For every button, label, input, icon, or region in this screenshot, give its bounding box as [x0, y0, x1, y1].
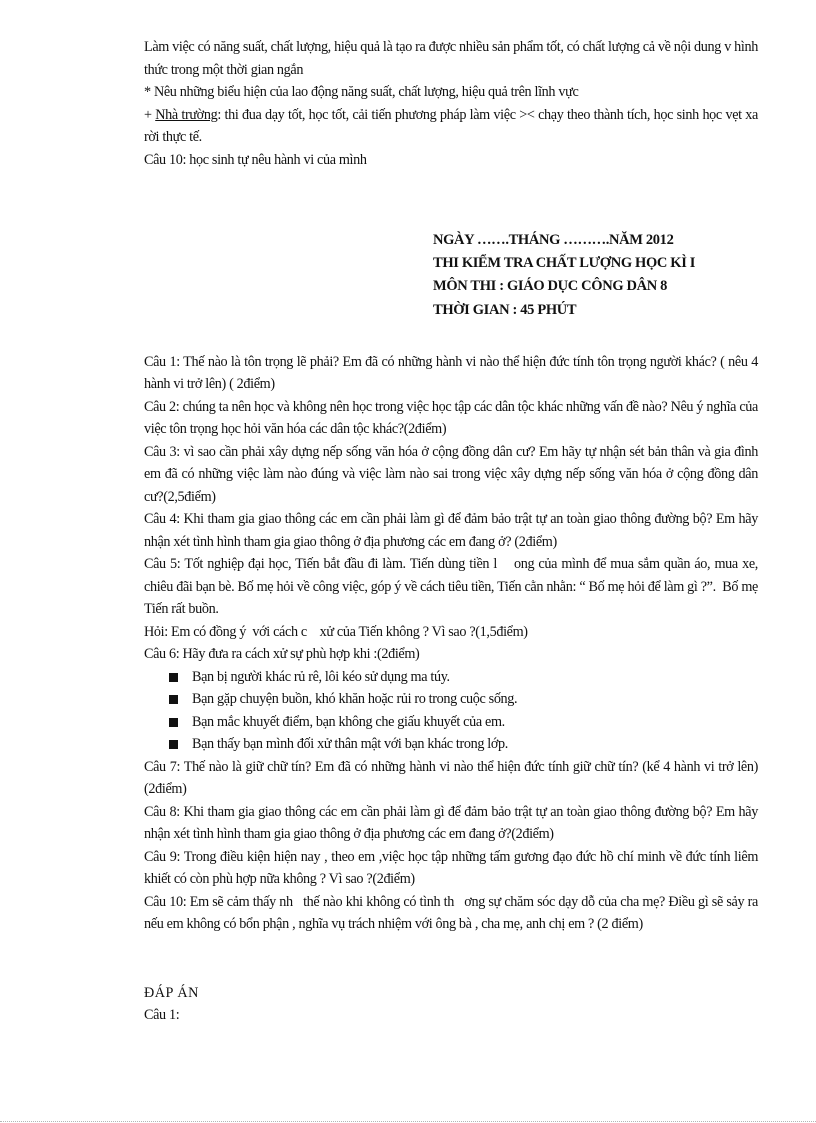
list-item: Bạn bị người khác rủ rê, lôi kéo sử dụng ma túy. — [169, 666, 758, 689]
exam-time: THỜI GIAN : 45 PHÚT — [433, 301, 577, 318]
question-6: Câu 6: Hãy đưa ra cách xử sự phù hợp khi :(2điểm) — [144, 646, 420, 663]
intro-paragraph-4: Câu 10: học sinh tự nêu hành vi của mình — [144, 151, 367, 168]
intro-p3-rest: : thi đua dạy tốt, học tốt, cải tiến phương pháp làm việc >< chạy theo thành tích, học sinh học vẹt xa rời thực tế. — [144, 106, 758, 145]
question-7: Câu 7: Thế nào là giữ chữ tín? Em đã có những hành vi nào thể hiện đức tính giữ chữ tín? (kể 4 hành vi trở lên)(2điểm) — [144, 758, 758, 798]
square-bullet-icon — [169, 695, 178, 704]
intro-p3-prefix: + — [144, 106, 156, 123]
exam-subject: MÔN THI : GIÁO DỤC CÔNG DÂN 8 — [433, 278, 668, 295]
answer-first-line: Câu 1: — [144, 1007, 180, 1024]
list-item: Bạn thấy bạn mình đối xử thân mật với bạn khác trong lớp. — [169, 733, 758, 756]
question-3: Câu 3: vì sao cần phải xây dựng nếp sống văn hóa ở cộng đồng dân cư? Em hãy tự nhận sét bản thân và gia đình em đã có những việc làm nào đúng và việc làm nào sai trong việc xây dựng nếp sống văn hóa ở cộng đồng dân cư?(2,5điểm) — [144, 443, 758, 505]
answer-title: ĐÁP ÁN — [144, 984, 199, 1001]
question-2: Câu 2: chúng ta nên học và không nên học trong việc học tập các dân tộc khác những vấn đề nào? Nêu ý nghĩa của việc tôn trọng học hỏi văn hóa các dân tộc khác?(2điểm) — [144, 398, 758, 438]
question-9: Câu 9: Trong điều kiện hiện nay , theo em ,việc học tập những tấm gương đạo đức hồ chí minh về đức tính liêm khiết có còn phù hợp nữa không ? Vì sao ?(2điểm) — [144, 848, 758, 888]
question-6-list — [144, 666, 758, 756]
question-10: Câu 10: Em sẽ cảm thấy nh thế nào khi không có tình th ơng sự chăm sóc dạy dỗ của cha mẹ? Điều gì sẽ sảy ra nếu em không có bổn phận , nghĩa vụ trách nhiệm với ông bà , cha mẹ, anh chị em ? (2 điểm) — [144, 893, 762, 933]
intro-paragraph-1: Làm việc có năng suất, chất lượng, hiệu quả là tạo ra được nhiều sản phẩm tốt, có chất lượng cả về nội dung v hình thức trong một thời gian ngắn — [144, 39, 758, 78]
question-1: Câu 1: Thế nào là tôn trọng lẽ phải? Em đã có những hành vi nào thể hiện đức tính tôn trọng người khác? ( nêu 4 hành vi trở lên) ( 2điểm) — [144, 353, 758, 393]
question-8: Câu 8: Khi tham gia giao thông các em cần phải làm gì để đảm bảo trật tự an toàn giao thông đường bộ? Em hãy nhận xét tình hình tham gia giao thông ở địa phương các em đang ở?(2điểm) — [144, 803, 758, 843]
exam-title: THI KIỂM TRA CHẤT LƯỢNG HỌC KÌ I — [433, 255, 696, 272]
document-body — [144, 36, 762, 1027]
list-item: Bạn mắc khuyết điểm, bạn không che giấu khuyết của em. — [169, 711, 758, 734]
exam-header — [433, 229, 758, 322]
question-5: Câu 5: Tốt nghiệp đại học, Tiến bắt đầu đi làm. Tiến dùng tiền l ong của mình để mua sắm quần áo, mua xe, chiêu đãi bạn bè. Bố mẹ hỏi về công việc, góp ý về cách tiêu tiền, Tiến cằn nhằn: “ Bố mẹ hỏi để làm gì ?”. Bố mẹ Tiến rất buồn. — [144, 556, 762, 618]
square-bullet-icon — [169, 740, 178, 749]
intro-paragraph-3 — [144, 104, 758, 149]
intro-paragraph-2: * Nêu những biểu hiện của lao động năng suất, chất lượng, hiệu quả trên lĩnh vực — [144, 84, 579, 100]
square-bullet-icon — [169, 718, 178, 727]
intro-p3-underlined: Nhà trường — [155, 106, 218, 123]
page-bottom-divider — [0, 1121, 816, 1122]
square-bullet-icon — [169, 673, 178, 682]
exam-date: NGÀY …….THÁNG ……….NĂM 2012 — [433, 232, 674, 248]
question-5-ask: Hỏi: Em có đồng ý với cách c xử của Tiến không ? Vì sao ?(1,5điểm) — [144, 623, 528, 640]
list-item: Bạn gặp chuyện buồn, khó khăn hoặc rủi ro trong cuộc sống. — [169, 688, 758, 711]
question-4: Câu 4: Khi tham gia giao thông các em cần phải làm gì để đảm bảo trật tự an toàn giao thông đường bộ? Em hãy nhận xét tình hình tham gia giao thông ở địa phương các em đang ở? (2điểm) — [144, 511, 758, 550]
